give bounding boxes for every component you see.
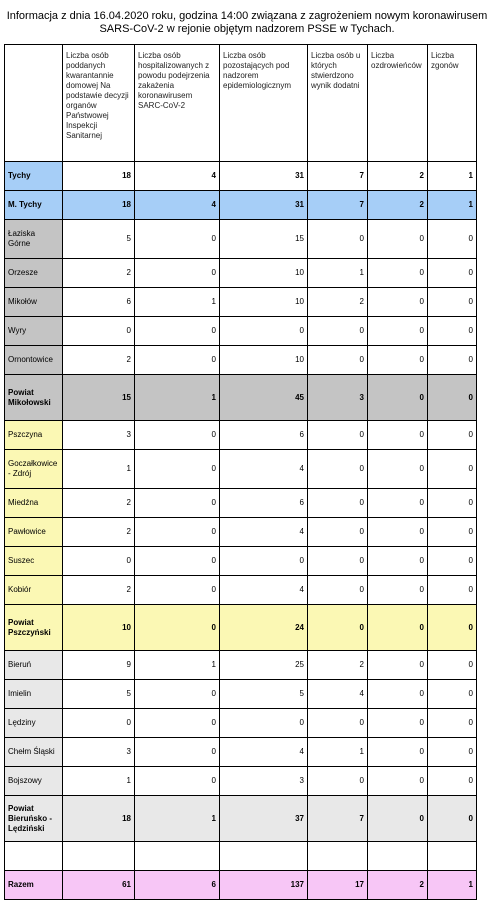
row-value-cell: 0 xyxy=(368,346,428,375)
row-value-cell: 0 xyxy=(135,450,220,489)
row-value-cell: 0 xyxy=(368,709,428,738)
table-row xyxy=(5,605,477,651)
row-value-cell: 0 xyxy=(308,518,368,547)
table-row xyxy=(5,346,477,375)
row-value-cell: 0 xyxy=(220,317,308,346)
table-row xyxy=(5,375,477,421)
row-value-cell: 0 xyxy=(428,796,477,842)
row-value-cell: 0 xyxy=(368,489,428,518)
row-value-cell: 3 xyxy=(63,421,135,450)
row-value-cell: 0 xyxy=(368,767,428,796)
row-value-cell: 3 xyxy=(220,767,308,796)
row-value-cell: 1 xyxy=(428,191,477,220)
row-value-cell: 2 xyxy=(368,871,428,900)
row-value-cell: 137 xyxy=(220,871,308,900)
row-value-cell: 0 xyxy=(368,576,428,605)
table-row xyxy=(5,162,477,191)
row-value-cell: 0 xyxy=(368,547,428,576)
row-value-cell xyxy=(428,842,477,871)
row-value-cell: 0 xyxy=(428,680,477,709)
row-value-cell: 0 xyxy=(368,796,428,842)
row-name-cell: Lędziny xyxy=(5,709,63,738)
row-value-cell: 0 xyxy=(135,680,220,709)
row-value-cell xyxy=(135,842,220,871)
row-value-cell: 0 xyxy=(428,518,477,547)
row-value-cell: 0 xyxy=(368,605,428,651)
row-value-cell: 0 xyxy=(63,709,135,738)
row-value-cell: 2 xyxy=(308,288,368,317)
row-value-cell: 6 xyxy=(135,871,220,900)
row-value-cell: 2 xyxy=(63,518,135,547)
row-name-cell: Powiat Mikołowski xyxy=(5,375,63,421)
row-name-cell: Orzesze xyxy=(5,259,63,288)
row-value-cell: 0 xyxy=(135,767,220,796)
row-value-cell: 6 xyxy=(220,421,308,450)
row-value-cell: 1 xyxy=(428,871,477,900)
row-value-cell: 31 xyxy=(220,162,308,191)
row-value-cell: 1 xyxy=(63,450,135,489)
header-recovered: Liczba ozdrowieńców xyxy=(368,45,428,162)
row-value-cell: 2 xyxy=(308,651,368,680)
row-value-cell: 0 xyxy=(308,709,368,738)
row-value-cell: 0 xyxy=(308,489,368,518)
row-value-cell: 0 xyxy=(368,518,428,547)
row-value-cell: 17 xyxy=(308,871,368,900)
row-value-cell xyxy=(368,842,428,871)
row-value-cell: 0 xyxy=(428,576,477,605)
title-line-1: Informacja z dnia 16.04.2020 roku, godzina 14:00 związana z zagrożeniem nowym koronawirusem xyxy=(6,10,488,22)
table-row xyxy=(5,220,477,259)
row-value-cell: 0 xyxy=(135,709,220,738)
row-value-cell: 0 xyxy=(368,680,428,709)
row-value-cell: 1 xyxy=(135,288,220,317)
row-value-cell: 0 xyxy=(428,346,477,375)
row-name-cell: Suszec xyxy=(5,547,63,576)
row-value-cell: 5 xyxy=(63,680,135,709)
row-name-cell: Ornontowice xyxy=(5,346,63,375)
table-row xyxy=(5,796,477,842)
row-value-cell: 6 xyxy=(220,489,308,518)
row-value-cell: 0 xyxy=(368,317,428,346)
row-value-cell: 0 xyxy=(308,317,368,346)
row-value-cell: 5 xyxy=(63,220,135,259)
row-value-cell: 1 xyxy=(135,375,220,421)
row-value-cell: 4 xyxy=(135,191,220,220)
row-value-cell: 18 xyxy=(63,191,135,220)
row-value-cell: 2 xyxy=(368,191,428,220)
row-value-cell: 2 xyxy=(63,259,135,288)
row-name-cell: Kobiór xyxy=(5,576,63,605)
table-row xyxy=(5,842,477,871)
row-value-cell: 0 xyxy=(135,317,220,346)
table-row xyxy=(5,317,477,346)
row-name-cell: Goczałkowice - Zdrój xyxy=(5,450,63,489)
row-value-cell: 1 xyxy=(308,259,368,288)
row-value-cell: 0 xyxy=(308,605,368,651)
row-value-cell: 4 xyxy=(220,738,308,767)
row-value-cell: 24 xyxy=(220,605,308,651)
row-value-cell: 0 xyxy=(135,220,220,259)
statistics-table xyxy=(4,44,477,900)
row-value-cell: 0 xyxy=(308,346,368,375)
row-value-cell: 10 xyxy=(220,346,308,375)
row-value-cell: 0 xyxy=(308,547,368,576)
row-value-cell: 0 xyxy=(428,738,477,767)
table-row xyxy=(5,547,477,576)
row-name-cell: Wyry xyxy=(5,317,63,346)
table-row xyxy=(5,489,477,518)
row-value-cell: 0 xyxy=(135,518,220,547)
row-value-cell: 61 xyxy=(63,871,135,900)
table-row xyxy=(5,767,477,796)
row-value-cell: 10 xyxy=(220,288,308,317)
row-value-cell: 0 xyxy=(428,259,477,288)
table-row xyxy=(5,680,477,709)
row-name-cell: Imielin xyxy=(5,680,63,709)
header-quarantine: Liczba osób poddanych kwarantannie domowej Na podstawie decyzji organów Państwowej Inspekcji Sanitarnej xyxy=(63,45,135,162)
row-value-cell: 1 xyxy=(135,651,220,680)
row-value-cell: 1 xyxy=(135,796,220,842)
row-value-cell: 1 xyxy=(63,767,135,796)
row-name-cell: Powiat Bieruńsko - Lędziński xyxy=(5,796,63,842)
table-row xyxy=(5,191,477,220)
row-value-cell: 0 xyxy=(428,547,477,576)
row-value-cell xyxy=(63,842,135,871)
row-value-cell: 0 xyxy=(220,547,308,576)
row-value-cell: 25 xyxy=(220,651,308,680)
table-row xyxy=(5,651,477,680)
row-value-cell: 31 xyxy=(220,191,308,220)
row-value-cell: 4 xyxy=(220,450,308,489)
header-row xyxy=(5,45,477,162)
row-value-cell: 0 xyxy=(135,738,220,767)
row-value-cell: 9 xyxy=(63,651,135,680)
table-row xyxy=(5,518,477,547)
table-row xyxy=(5,738,477,767)
row-value-cell: 15 xyxy=(220,220,308,259)
header-supervision: Liczba osób pozostających pod nadzorem epidemiologicznym xyxy=(220,45,308,162)
header-hospitalized: Liczba osób hospitalizowanych z powodu podejrzenia zakażenia koronawirusem SARC-CoV-2 xyxy=(135,45,220,162)
row-value-cell: 7 xyxy=(308,796,368,842)
row-value-cell: 18 xyxy=(63,162,135,191)
row-value-cell: 0 xyxy=(368,288,428,317)
row-value-cell: 0 xyxy=(368,738,428,767)
row-value-cell: 5 xyxy=(220,680,308,709)
row-value-cell: 0 xyxy=(368,421,428,450)
row-value-cell: 0 xyxy=(308,576,368,605)
row-value-cell: 15 xyxy=(63,375,135,421)
row-value-cell: 0 xyxy=(308,767,368,796)
row-value-cell: 7 xyxy=(308,191,368,220)
table-body xyxy=(5,45,477,900)
row-value-cell: 0 xyxy=(428,709,477,738)
row-value-cell: 0 xyxy=(135,605,220,651)
row-value-cell: 10 xyxy=(63,605,135,651)
row-value-cell: 3 xyxy=(308,375,368,421)
row-value-cell: 0 xyxy=(368,220,428,259)
title-line-2: SARS-CoV-2 w rejonie objętym nadzorem PSSE w Tychach. xyxy=(99,23,395,35)
row-value-cell: 3 xyxy=(63,738,135,767)
row-value-cell: 2 xyxy=(63,576,135,605)
row-value-cell: 2 xyxy=(63,489,135,518)
row-value-cell: 7 xyxy=(308,162,368,191)
row-value-cell: 1 xyxy=(428,162,477,191)
row-name-cell: Pawłowice xyxy=(5,518,63,547)
row-name-cell: Miedźna xyxy=(5,489,63,518)
header-deaths: Liczba zgonów xyxy=(428,45,477,162)
table-row xyxy=(5,450,477,489)
row-value-cell: 0 xyxy=(135,421,220,450)
row-value-cell: 6 xyxy=(63,288,135,317)
row-value-cell: 37 xyxy=(220,796,308,842)
table-row xyxy=(5,871,477,900)
row-value-cell xyxy=(220,842,308,871)
row-value-cell: 10 xyxy=(220,259,308,288)
row-value-cell: 2 xyxy=(368,162,428,191)
row-value-cell: 0 xyxy=(368,450,428,489)
table-row xyxy=(5,421,477,450)
row-value-cell: 0 xyxy=(135,489,220,518)
page-title xyxy=(0,10,494,36)
row-name-cell: Mikołów xyxy=(5,288,63,317)
row-value-cell: 0 xyxy=(220,709,308,738)
table-row xyxy=(5,259,477,288)
row-value-cell: 0 xyxy=(428,421,477,450)
row-value-cell: 45 xyxy=(220,375,308,421)
row-value-cell: 0 xyxy=(428,605,477,651)
row-value-cell: 4 xyxy=(220,576,308,605)
row-value-cell: 0 xyxy=(308,421,368,450)
table-row xyxy=(5,709,477,738)
table-row xyxy=(5,576,477,605)
row-value-cell: 1 xyxy=(308,738,368,767)
row-value-cell: 0 xyxy=(63,317,135,346)
row-value-cell: 0 xyxy=(428,651,477,680)
row-value-cell: 0 xyxy=(135,259,220,288)
table-row xyxy=(5,288,477,317)
row-value-cell: 18 xyxy=(63,796,135,842)
row-value-cell: 0 xyxy=(368,651,428,680)
row-value-cell: 4 xyxy=(308,680,368,709)
row-value-cell: 0 xyxy=(135,346,220,375)
row-name-cell: Bojszowy xyxy=(5,767,63,796)
row-value-cell xyxy=(308,842,368,871)
row-name-cell: Bieruń xyxy=(5,651,63,680)
header-cell-empty xyxy=(5,45,63,162)
row-value-cell: 0 xyxy=(135,576,220,605)
row-value-cell: 4 xyxy=(220,518,308,547)
row-value-cell: 0 xyxy=(368,259,428,288)
row-value-cell: 0 xyxy=(368,375,428,421)
row-value-cell: 0 xyxy=(428,767,477,796)
row-name-cell: Razem xyxy=(5,871,63,900)
row-value-cell: 0 xyxy=(428,375,477,421)
row-value-cell: 0 xyxy=(428,220,477,259)
row-name-cell xyxy=(5,842,63,871)
row-name-cell: Chełm Śląski xyxy=(5,738,63,767)
row-value-cell: 4 xyxy=(135,162,220,191)
row-value-cell: 0 xyxy=(63,547,135,576)
row-name-cell: M. Tychy xyxy=(5,191,63,220)
row-value-cell: 0 xyxy=(428,317,477,346)
row-value-cell: 0 xyxy=(428,450,477,489)
row-value-cell: 0 xyxy=(308,220,368,259)
row-name-cell: Tychy xyxy=(5,162,63,191)
row-value-cell: 0 xyxy=(428,288,477,317)
row-value-cell: 0 xyxy=(428,489,477,518)
row-name-cell: Łaziska Górne xyxy=(5,220,63,259)
row-value-cell: 0 xyxy=(135,547,220,576)
row-value-cell: 0 xyxy=(308,450,368,489)
row-name-cell: Powiat Pszczyński xyxy=(5,605,63,651)
header-positive: Liczba osób u których stwierdzono wynik dodatni xyxy=(308,45,368,162)
row-value-cell: 2 xyxy=(63,346,135,375)
row-name-cell: Pszczyna xyxy=(5,421,63,450)
